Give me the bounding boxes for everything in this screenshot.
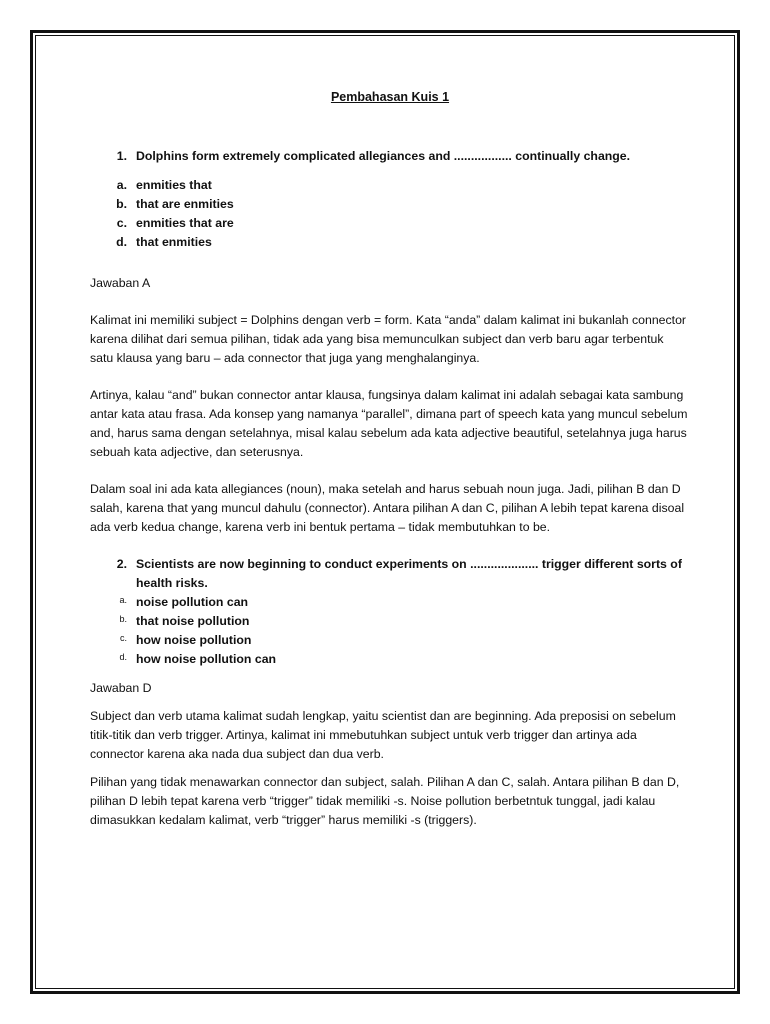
answer-label: Jawaban A <box>90 276 151 290</box>
option-d <box>90 233 690 252</box>
option-text: that are enmities <box>136 197 234 211</box>
option-letter: b. <box>116 197 127 211</box>
document-content <box>90 88 690 839</box>
question-2-options <box>90 593 690 669</box>
option-a <box>90 176 690 195</box>
explanation-paragraph: Artinya, kalau “and” bukan connector antar klausa, fungsinya dalam kalimat ini adalah sebagai kata sambung antar kata atau frasa. Ada konsep yang namanya “parallel”, dimana part of speech kata yang muncul sebelum and, harus sama dengan setelahnya, misal kalau sebelum ada kata adjective beautiful, setelahnya juga harus sebuah kata adjective, dan seterusnya. <box>90 388 688 459</box>
question-2 <box>90 555 690 593</box>
option-c <box>90 631 690 650</box>
option-text: enmities that <box>136 178 212 192</box>
option-d <box>90 650 690 669</box>
question-1-options <box>90 176 690 252</box>
option-text: that enmities <box>136 235 212 249</box>
option-text: how noise pollution can <box>136 652 277 666</box>
option-letter: c. <box>116 216 127 230</box>
option-text: enmities that are <box>136 216 234 230</box>
option-text: noise pollution can <box>136 595 249 609</box>
question-1 <box>90 147 690 166</box>
option-letter: a. <box>119 595 127 605</box>
option-letter: b. <box>119 614 127 624</box>
option-b <box>90 195 690 214</box>
option-text: how noise pollution <box>136 633 252 647</box>
question-2-block <box>90 555 690 830</box>
answer-label: Jawaban D <box>90 681 152 695</box>
option-letter: d. <box>116 235 127 249</box>
option-letter: c. <box>119 633 127 643</box>
option-a <box>90 593 690 612</box>
question-text: Scientists are now beginning to conduct experiments on .................... trigger different sorts of health risks. <box>136 557 682 590</box>
question-number: 1. <box>116 149 127 163</box>
option-text: that noise pollution <box>136 614 250 628</box>
explanation-paragraph: Dalam soal ini ada kata allegiances (noun), maka setelah and harus sebuah noun juga. Jadi, pilihan B dan D salah, karena that yang muncul dahulu (connector). Antara pilihan A dan C, pilihan A lebih tepat karena disoal ada verb kedua change, karena verb ini bentuk pertama – tidak membutuhkan to be. <box>90 482 685 534</box>
option-letter: a. <box>116 178 127 192</box>
option-c <box>90 214 690 233</box>
question-text: Dolphins form extremely complicated allegiances and ................. continually change. <box>136 149 631 163</box>
option-b <box>90 612 690 631</box>
explanation-paragraph: Kalimat ini memiliki subject = Dolphins dengan verb = form. Kata “anda” dalam kalimat ini bukanlah connector karena dilihat dari semua pilihan, tidak ada yang bisa memunculkan subject dan verb baru agar terbentuk satu klausa yang baru – ada connector that juga yang menghalanginya. <box>90 313 687 365</box>
explanation-paragraph: Pilihan yang tidak menawarkan connector dan subject, salah. Pilihan A dan C, salah. Antara pilihan B dan D, pilihan D lebih tepat karena verb “trigger” tidak memiliki -s. Noise pollution berbetntuk tunggal, jadi kalau dimasukkan kedalam kalimat, verb “trigger” harus memiliki -s (triggers). <box>90 775 680 827</box>
explanation-paragraph: Subject dan verb utama kalimat sudah lengkap, yaitu scientist dan are beginning. Ada preposisi on sebelum titik-titik dan verb trigger. Artinya, kalimat ini mmebutuhkan subject untuk verb trigger dan artinya ada connector karena aka nada dua subject dan dua verb. <box>90 709 676 761</box>
option-letter: d. <box>119 652 127 662</box>
document-title: Pembahasan Kuis 1 <box>330 90 450 104</box>
question-number: 2. <box>116 557 127 571</box>
